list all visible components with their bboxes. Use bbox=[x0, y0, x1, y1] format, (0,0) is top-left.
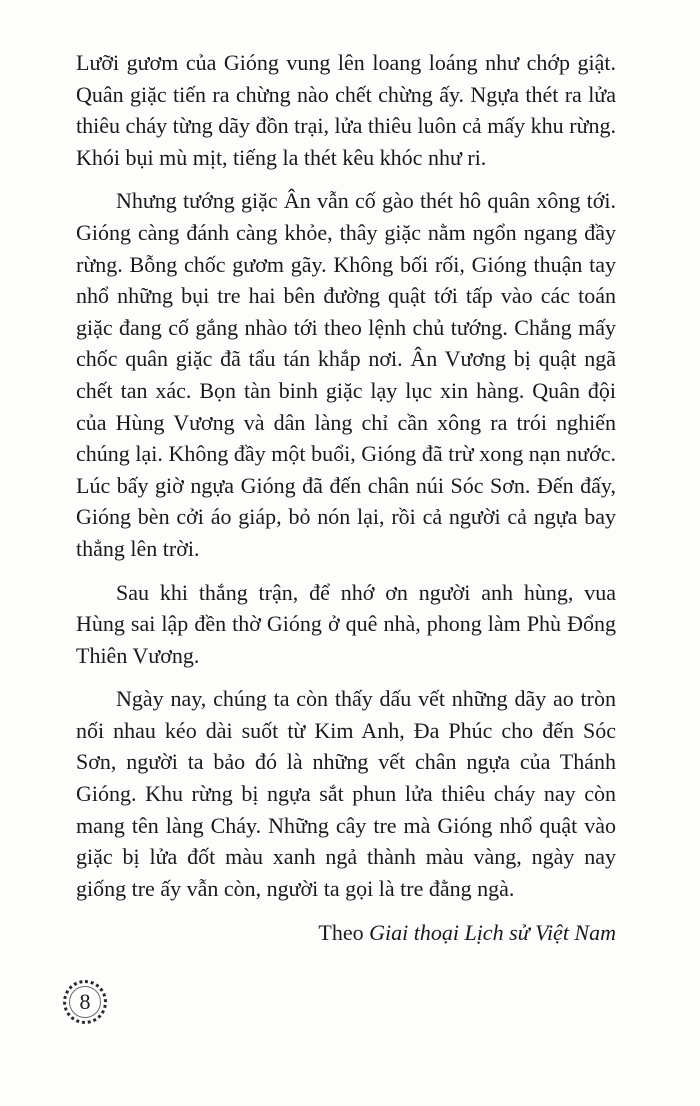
source-citation bbox=[76, 917, 616, 949]
paragraph-legacy: Ngày nay, chúng ta còn thấy dấu vết những dãy ao tròn nối nhau kéo dài suốt từ Kim Anh, Đa Phúc cho đến Sóc Sơn, người ta bảo đó là những vết chân ngựa của Thánh Gióng. Khu rừng bị ngựa sắt phun lửa thiêu cháy nay còn mang tên làng Cháy. Những cây tre mà Gióng nhổ quật vào giặc bị lửa đốt màu xanh ngả thành màu vàng, ngày nay giống tre ấy vẫn còn, người ta gọi là tre đằng ngà. bbox=[76, 686, 616, 901]
paragraph-temple: Sau khi thắng trận, để nhớ ơn người anh hùng, vua Hùng sai lập đền thờ Gióng ở quê nhà, phong làm Phù Đổng Thiên Vương. bbox=[76, 579, 616, 668]
paragraph-battle: Lưỡi gươm của Gióng vung lên loang loáng như chớp giật. Quân giặc tiến ra chừng nào chết chừng ấy. Ngựa thét ra lửa thiêu cháy từng dãy đồn trại, lửa thiêu luôn cả mấy khu rừng. Khói bụi mù mịt, tiếng la thét kêu khóc như ri. bbox=[76, 50, 616, 170]
source-prefix: Theo bbox=[318, 920, 370, 946]
page-number: 8 bbox=[79, 989, 91, 1014]
source-book-title: Giai thoại Lịch sử Việt Nam bbox=[369, 920, 616, 946]
page-number-badge bbox=[63, 980, 107, 1024]
paragraph-victory: Nhưng tướng giặc Ân vẫn cố gào thét hô quân xông tới. Gióng càng đánh càng khỏe, thây giặc nằm ngổn ngang đầy rừng. Bỗng chốc gươm gãy. Không bối rối, Gióng thuận tay nhổ những bụi tre hai bên đường quật tới tấp vào các toán giặc đang cố gắng nhào tới theo lệnh chủ tướng. Chẳng mấy chốc quân giặc đã tẩu tán khắp nơi. Ân Vương bị quật ngã chết tan xác. Bọn tàn binh giặc lạy lục xin hàng. Quân đội của Hùng Vương và dân làng chỉ cần xông ra trói nghiến chúng lại. Không đầy một buổi, Gióng đã trừ xong nạn nước. Lúc bấy giờ ngựa Gióng đã đến chân núi Sóc Sơn. Đến đấy, Gióng bèn cởi áo giáp, bỏ nón lại, rồi cả người cả ngựa bay thẳng lên trời. bbox=[76, 188, 616, 561]
story-text bbox=[76, 47, 616, 949]
